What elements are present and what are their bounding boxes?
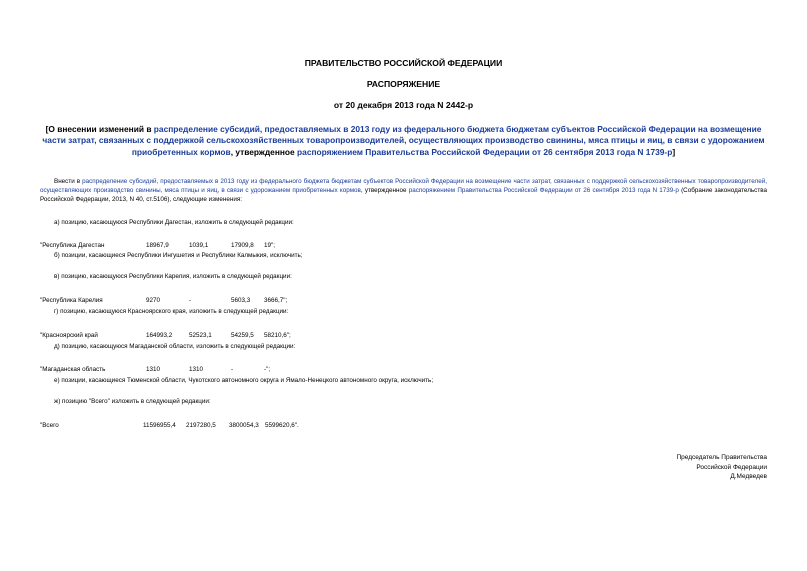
intro-suffix: (Собрание законодательства Российской Федерации, 2013, N 40, ст.5106), следующие изменения: bbox=[40, 187, 767, 204]
row-total-col2: 2197280,5 bbox=[186, 422, 216, 429]
intro-prefix: Внести в bbox=[54, 178, 83, 185]
item-e: е) позиции, касающиеся Тюменской области, Чукотского автономного округа и Ямало-Ненецкого автономного округа, исключить; bbox=[54, 377, 434, 384]
row-dagestan bbox=[40, 242, 440, 250]
row-karelia-total: 9270 bbox=[146, 297, 161, 304]
row-krasnoyarsk bbox=[40, 332, 440, 340]
row-total-name: "Всего bbox=[40, 422, 59, 429]
title-link-distribution[interactable]: распределение субсидий, предоставляемых в 2013 году из федерального бюджета бюджетам субъектов Российской Федерации на возмещение части затрат, связанных с поддержкой сельскохозяйственных товаропроизводителей, осуществляющих производство свинины, мяса птицы и яиц, в связи с удорожанием приобретенных кормов bbox=[42, 124, 765, 157]
intro-link-order[interactable]: распоряжением Правительства Российской Федерации от 26 сентября 2013 года N 1739-р bbox=[408, 187, 679, 195]
row-total-total: 11596955,4 bbox=[143, 422, 176, 429]
row-karelia-col4: 3666,7"; bbox=[264, 297, 288, 304]
row-krasnoyarsk-col4: 58210,6"; bbox=[264, 332, 291, 339]
row-dagestan-col3: 17909,8 bbox=[231, 242, 254, 249]
row-magadan-name: "Магаданская область bbox=[40, 366, 106, 373]
row-dagestan-col2: 1039,1 bbox=[189, 242, 209, 249]
row-total-col3: 3800054,3 bbox=[229, 422, 259, 429]
row-karelia-col2: - bbox=[189, 297, 192, 304]
row-karelia bbox=[40, 297, 440, 305]
row-dagestan-total: 18967,9 bbox=[146, 242, 169, 249]
title-middle: , утвержденное bbox=[230, 146, 298, 157]
government-heading: ПРАВИТЕЛЬСТВО РОССИЙСКОЙ ФЕДЕРАЦИИ bbox=[304, 58, 503, 68]
row-dagestan-col4: 19"; bbox=[264, 242, 275, 249]
row-karelia-col3: 5603,3 bbox=[231, 297, 251, 304]
intro-paragraph bbox=[40, 177, 767, 204]
row-krasnoyarsk-name: "Красноярский край bbox=[40, 332, 98, 339]
row-magadan-col2: 1310 bbox=[189, 366, 204, 373]
row-krasnoyarsk-col2: 52523,1 bbox=[189, 332, 212, 339]
row-magadan-col4: -"; bbox=[264, 366, 271, 373]
title-prefix: [О внесении изменений в bbox=[45, 124, 154, 134]
row-total bbox=[40, 422, 440, 430]
row-magadan-col3: - bbox=[231, 366, 234, 373]
signature-name: Д.Медведев bbox=[730, 473, 767, 481]
row-karelia-name: "Республика Карелия bbox=[40, 297, 103, 304]
row-total-col4: 5599620,6". bbox=[265, 422, 299, 429]
document-type: РАСПОРЯЖЕНИЕ bbox=[366, 79, 441, 89]
document-date-number: от 20 декабря 2013 года N 2442-р bbox=[333, 100, 474, 110]
signature-title: Председатель Правительства bbox=[676, 454, 767, 461]
signature-country: Российской Федерации bbox=[696, 463, 767, 471]
item-v: в) позицию, касающуюся Республики Карелия, изложить в следующей редакции: bbox=[54, 273, 292, 280]
row-krasnoyarsk-total: 164993,2 bbox=[146, 332, 173, 339]
row-dagestan-name: "Республика Дагестан bbox=[40, 242, 105, 249]
item-d: д) позицию, касающуюся Магаданской области, изложить в следующей редакции: bbox=[54, 343, 296, 350]
intro-link-distribution[interactable]: распределение субсидий, предоставляемых в 2013 году из федерального бюджета бюджетам субъектов Российской Федерации на возмещение части затрат, связанных с поддержкой сельскохозяйственных товаропроизводителей, осуществляющих производство свинины, мяса птицы и яиц, в связи с удорожанием приобретенных кормов bbox=[40, 178, 767, 195]
title-link-order[interactable]: распоряжением Правительства Российской Федерации от 26 сентября 2013 года N 1739-р bbox=[297, 146, 673, 157]
item-g: г) позицию, касающуюся Красноярского края, изложить в следующей редакции: bbox=[54, 308, 289, 315]
intro-middle: , утвержденное bbox=[360, 187, 409, 195]
title-suffix: ] bbox=[672, 146, 676, 157]
item-a: а) позицию, касающуюся Республики Дагестан, изложить в следующей редакции: bbox=[54, 219, 294, 226]
item-zh: ж) позицию "Всего" изложить в следующей редакции: bbox=[54, 398, 211, 405]
document-title bbox=[40, 124, 767, 158]
row-magadan-total: 1310 bbox=[146, 366, 161, 373]
row-magadan bbox=[40, 366, 440, 374]
item-b: б) позиции, касающиеся Республики Ингушетия и Республики Калмыкия, исключить; bbox=[54, 252, 303, 259]
row-krasnoyarsk-col3: 54259,5 bbox=[231, 332, 254, 339]
signature-block bbox=[567, 453, 767, 482]
